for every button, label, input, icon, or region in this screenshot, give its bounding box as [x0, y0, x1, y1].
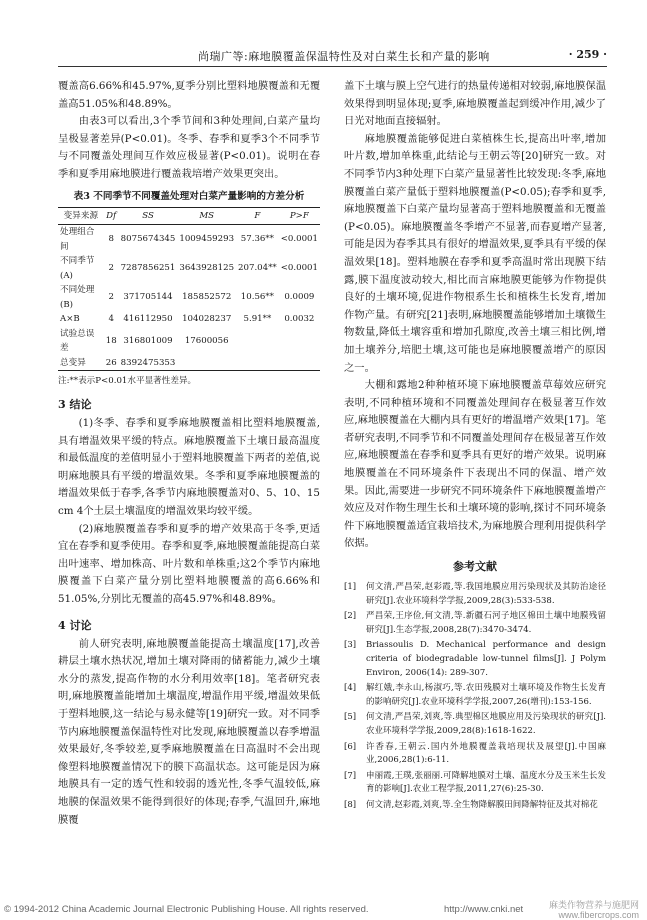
reference-item	[344, 581, 606, 608]
reference-text: 许香春,王朝云.国内外地膜覆盖栽培现状及展望[J].中国麻业,2006,28(1):6-11.	[366, 741, 606, 766]
column-header: SS	[119, 207, 178, 225]
watermark	[549, 900, 639, 920]
reference-list	[344, 581, 606, 813]
section-heading-conclusion: 3 结论	[58, 398, 92, 412]
reference-text: 申丽霞,王璞,张丽丽.可降解地膜对土壤、温度水分及玉米生长发育的影响[J].农业工程学报,2011,27(6):25-30.	[366, 770, 606, 795]
paragraph: (2)麻地膜覆盖春季和夏季的增产效果高于冬季,更适宜在春季和夏季使用。春季和夏季,麻地膜覆盖能提高白菜出叶速率、增加株高、叶片数和单株重;这2个季节内麻地膜覆盖下白菜产量分别比塑料地膜覆盖的高6.66%和51.05%,分别比无覆盖的高45.97%和48.89%。	[58, 522, 320, 605]
reference-text: 何文清,严昌荣,刘爽,等.典型棉区地膜应用及污染现状的研究[J].农业环境科学学报,2009,28(8):1618-1622.	[366, 712, 606, 736]
table-row	[58, 254, 320, 283]
table-cell	[279, 327, 320, 356]
table-cell	[279, 356, 320, 371]
table-cell: 26	[104, 356, 119, 371]
table-cell: 17600056	[184, 335, 229, 346]
table-row	[58, 356, 320, 371]
reference-number: [7]	[344, 770, 357, 781]
reference-text: 何文清,严昌荣,赵彩霞,等.我国地膜应用污染现状及其防治途径研究[J].农业环境科学学报,2009,28(3):533-538.	[366, 582, 606, 606]
reference-number: [5]	[344, 712, 357, 723]
table-cell: 总变异	[58, 356, 104, 371]
running-title: 尚瑞广等:麻地膜覆盖保温特性及对白菜生长和产量的影响	[198, 50, 490, 63]
column-header: MS	[177, 207, 236, 225]
watermark-cn: 麻类作物营养与施肥网	[548, 900, 639, 910]
table-header-row	[58, 207, 320, 225]
column-header: Df	[104, 207, 119, 225]
table-row	[58, 327, 320, 356]
table-cell: 不同季节(A)	[60, 256, 95, 281]
table-cell: 371705144	[123, 292, 173, 303]
column-header: 变异来源	[58, 207, 104, 225]
table-cell: 104028237	[182, 314, 232, 325]
reference-item	[344, 639, 606, 680]
website-link[interactable]: http://www.cnki.net	[444, 904, 524, 915]
table-cell: 8	[108, 234, 114, 245]
table-cell: 18	[105, 335, 117, 346]
reference-number: [4]	[344, 683, 357, 694]
table-cell: 8075674345	[120, 234, 176, 245]
table-cell: 0.0032	[284, 314, 315, 325]
table-cell: 10.56**	[240, 292, 274, 303]
table-cell: 8392475353	[119, 356, 178, 371]
paragraph: 由表3可以看出,3个季节间和3种处理间,白菜产量均呈极显著差异(P<0.01)。冬季、春季和夏季3个不同季节与不同覆盖处理间互作效应极显著(P<0.01)。说明在春季和夏季用麻地膜进行覆盖栽培增产效果更突出。	[58, 115, 320, 180]
table-row	[58, 225, 320, 255]
reference-item	[344, 711, 606, 738]
reference-number: [6]	[344, 741, 357, 752]
paragraph: 盖下土壤与膜上空气进行的热量传递相对较弱,麻地膜保温效果得到明显体现;夏季,麻地膜覆盖起到缓冲作用,减少了日光对地面直接辐射。	[344, 80, 606, 128]
page-number: · 259 ·	[568, 48, 607, 61]
reference-item	[344, 610, 606, 637]
reference-item	[344, 682, 606, 709]
reference-number: [3]	[344, 640, 357, 651]
table-note: 注:**表示P<0.01水平显著性差异。	[58, 376, 197, 387]
paragraph: 大棚和露地2种种植环境下麻地膜覆盖草莓效应研究表明,不同种植环境和不同覆盖处理间存在极显著互作效应,麻地膜覆盖在大棚内具有更好的增温增产效果[17]。笔者研究表明,不同季节和不同覆盖处理间存在极显著互作效应,麻地膜覆盖在春季和夏季具有更好的增产效果。说明麻地膜覆盖在不同环境条件下表现出不同的保温、增产效果。因此,需要进一步研究不同环境条件下麻地膜覆盖增产效应及对作物生理生长和土壤环境的影响,探讨不同环境条件下麻地膜覆盖适宜栽培技术,为麻地膜合理利用提供科学依据。	[344, 379, 606, 550]
reference-item	[344, 770, 606, 797]
paragraph: (1)冬季、春季和夏季麻地膜覆盖相比塑料地膜覆盖,具有增温效果平缓的特点。麻地膜覆盖下土壤日最高温度和最低温度的差值明显小于塑料地膜覆盖下两者的差值,说明麻地膜具有平缓的增温效果。冬季和夏季麻地膜覆盖的增温效果低于春季,各季节内麻地膜覆盖对0、5、10、15 cm 4个土层土壤温度的增温效果均较平缓。	[58, 417, 320, 518]
running-header	[58, 48, 607, 67]
table-cell: 处理组合间	[60, 227, 95, 252]
references-heading: 参考文献	[453, 560, 497, 574]
watermark-en: www.fibercrops.com	[558, 910, 639, 920]
anova-table	[58, 207, 320, 372]
paragraph: 覆盖高6.66%和45.97%,夏季分别比塑料地膜覆盖和无覆盖高51.05%和48.89%。	[58, 80, 320, 110]
table-cell: 3643928125	[179, 263, 235, 274]
reference-number: [8]	[344, 799, 357, 810]
table-cell	[236, 327, 279, 356]
page-footer	[0, 900, 647, 919]
column-header: F	[236, 207, 279, 225]
table-cell: 0.0009	[284, 292, 315, 303]
copyright-notice: © 1994-2012 China Academic Journal Electronic Publishing House. All rights reserved.	[4, 904, 369, 915]
table-cell: 316801009	[123, 335, 173, 346]
table-row	[58, 283, 320, 312]
reference-item	[344, 741, 606, 768]
table-cell: 2	[108, 263, 114, 274]
table-cell: 试验总误差	[60, 328, 95, 354]
reference-text: 严昌荣,王序俭,何文清,等.新疆石河子地区棉田土壤中地膜残留研究[J].生态学报,2008,28(7):3470-3474.	[366, 611, 606, 635]
table-cell: 7287856251	[120, 263, 176, 274]
table-caption: 表3 不同季节不同覆盖处理对白菜产量影响的方差分析	[73, 190, 305, 202]
table-cell: 不同处理(B)	[60, 285, 95, 310]
table-cell	[236, 356, 279, 371]
paragraph: 麻地膜覆盖能够促进白菜植株生长,提高出叶率,增加叶片数,增加单株重,此结论与王朝云等[20]研究一致。对不同季节内3种处理下白菜产量显著性比较发现:冬季,麻地膜覆盖白菜产量低于塑料地膜覆盖(P<0.05);春季和夏季,麻地膜覆盖下白菜产量均显著高于塑料地膜覆盖和无覆盖(P<0.05)。麻地膜覆盖冬季增产不显著,而春夏增产显著,可能是因为春季其具有很好的增温效果,夏季具有平缓的保温效果[18]。塑料地膜在春季和夏季高温时常出现膜下结露,膜下温度波动较大,相比而言麻地膜更能够为作物提供良好的土壤环境,促进作物根系生长和植株生长发育,增加作物产量。有研究[21]表明,麻地膜覆盖能够增加土壤微生物数量,降低土壤容重和增加孔隙度,改善土壤三相比例,增加土壤养分,培肥土壤,这可能也是麻地膜覆盖增产的原因之一。	[344, 132, 606, 374]
paragraph: 前人研究表明,麻地膜覆盖能提高土壤温度[17],改善耕层土壤水热状况,增加土壤对降雨的储蓄能力,减少土壤水分的蒸发,提高作物的水分利用效率[18]。笔者研究表明,麻地膜覆盖能增加土壤温度,增温作用平缓,增温效果低于塑料地膜,这一结论与易永健等[19]研究一致。对不同季节内麻地膜覆盖保温特性对比发现,麻地膜覆盖以春季增温效果最好,冬季较差,夏季麻地膜覆盖在日高温时不会出现像塑料地膜覆盖情况下的膜下高温状态。这可能是因为麻地膜具有一定的透气性和较弱的透光性,冬季气温较低,麻地膜的保温效果不能得到很好的体现;春季,气温回升,麻地膜覆	[58, 637, 320, 826]
table-cell: <0.0001	[280, 234, 318, 245]
right-column	[344, 78, 606, 815]
reference-text: 解红娥,李永山,杨淑巧,等.农田残膜对土壤环境及作物生长发育的影响研究[J].农业环境科学学报,2007,26(增刊):153-156.	[366, 683, 606, 707]
reference-number: [2]	[344, 611, 357, 622]
reference-text: Briassoulis D. Mechanical performance and design criteria of biodegradable low-tunnel films[J]. J Polym Environ, 2006(14): 289-307.	[366, 640, 606, 678]
table-cell: 416112950	[123, 314, 173, 325]
table-row	[58, 312, 320, 327]
table-cell: 185852572	[182, 292, 232, 303]
table-cell: 207.04**	[238, 263, 277, 274]
table-cell: 5.91**	[243, 314, 272, 325]
reference-item	[344, 799, 606, 813]
table-cell: 2	[108, 292, 114, 303]
table-cell: 1009459293	[179, 234, 235, 245]
reference-number: [1]	[344, 582, 357, 593]
table-cell: <0.0001	[280, 263, 318, 274]
table-cell	[177, 356, 236, 371]
column-header: P>F	[279, 207, 320, 225]
table-cell: A×B	[60, 314, 80, 325]
section-heading-discussion: 4 讨论	[58, 618, 92, 632]
table-cell: 4	[108, 314, 114, 325]
left-column	[58, 78, 320, 829]
reference-text: 何文清,赵彩霞,刘爽,等.全生物降解膜田间降解特征及其对棉花	[366, 799, 598, 810]
table-cell: 57.36**	[240, 234, 274, 245]
